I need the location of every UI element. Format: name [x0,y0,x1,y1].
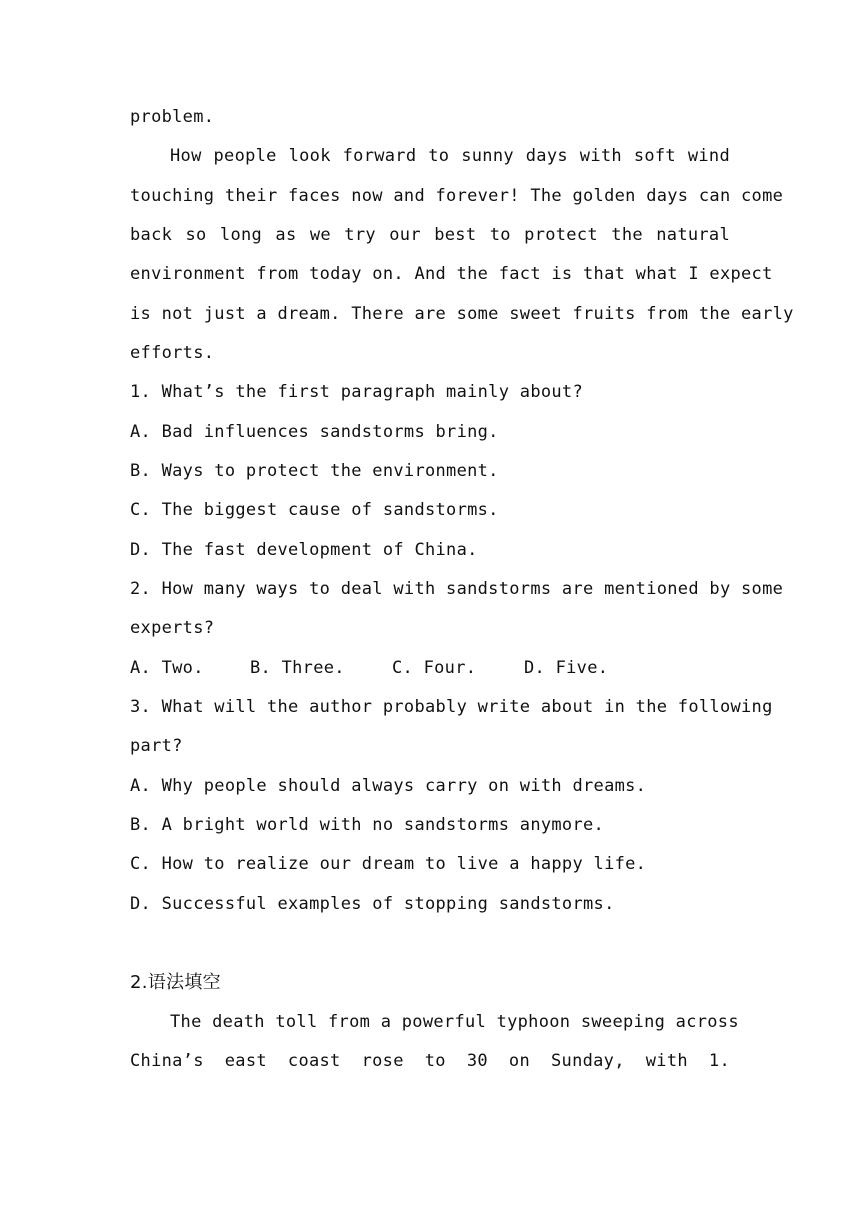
passage-line: is not just a dream. There are some sweet fruits from the early [130,304,794,324]
q1-option-a: A. Bad influences sandstorms bring. [130,422,499,442]
q2-option-b: B. Three. [250,658,345,678]
passage-line: environment from today on. And the fact is that what I expect [130,264,773,284]
question-3-cont: part? [130,736,183,756]
passage-line: problem. [130,107,215,127]
question-3: 3. What will the author probably write about in the following [130,697,773,717]
q3-option-a: A. Why people should always carry on with dreams. [130,776,647,796]
q2-options [130,649,730,688]
section-heading: 2.语法填空 [130,972,221,993]
passage-line: back so long as we try our best to protect the natural [130,225,730,245]
passage-line: efforts. [130,343,215,363]
q3-option-b: B. A bright world with no sandstorms anymore. [130,815,605,835]
q1-option-d: D. The fast development of China. [130,540,478,560]
passage-line: touching their faces now and forever! The golden days can come [130,186,784,206]
q1-option-b: B. Ways to protect the environment. [130,461,499,481]
section2-line: China’s east coast rose to 30 on Sunday, with 1. [130,1051,730,1071]
q1-option-c: C. The biggest cause of sandstorms. [130,500,499,520]
q2-option-a: A. Two. [130,658,204,678]
question-2-cont: experts? [130,618,215,638]
passage-line: How people look forward to sunny days with soft wind [170,146,730,166]
q2-option-d: D. Five. [524,658,609,678]
q2-option-c: C. Four. [392,658,477,678]
q3-option-d: D. Successful examples of stopping sandstorms. [130,894,615,914]
section2-line: The death toll from a powerful typhoon sweeping across [170,1012,739,1032]
question-2: 2. How many ways to deal with sandstorms are mentioned by some [130,579,784,599]
question-1: 1. What’s the first paragraph mainly about? [130,382,583,402]
q3-option-c: C. How to realize our dream to live a happy life. [130,854,647,874]
